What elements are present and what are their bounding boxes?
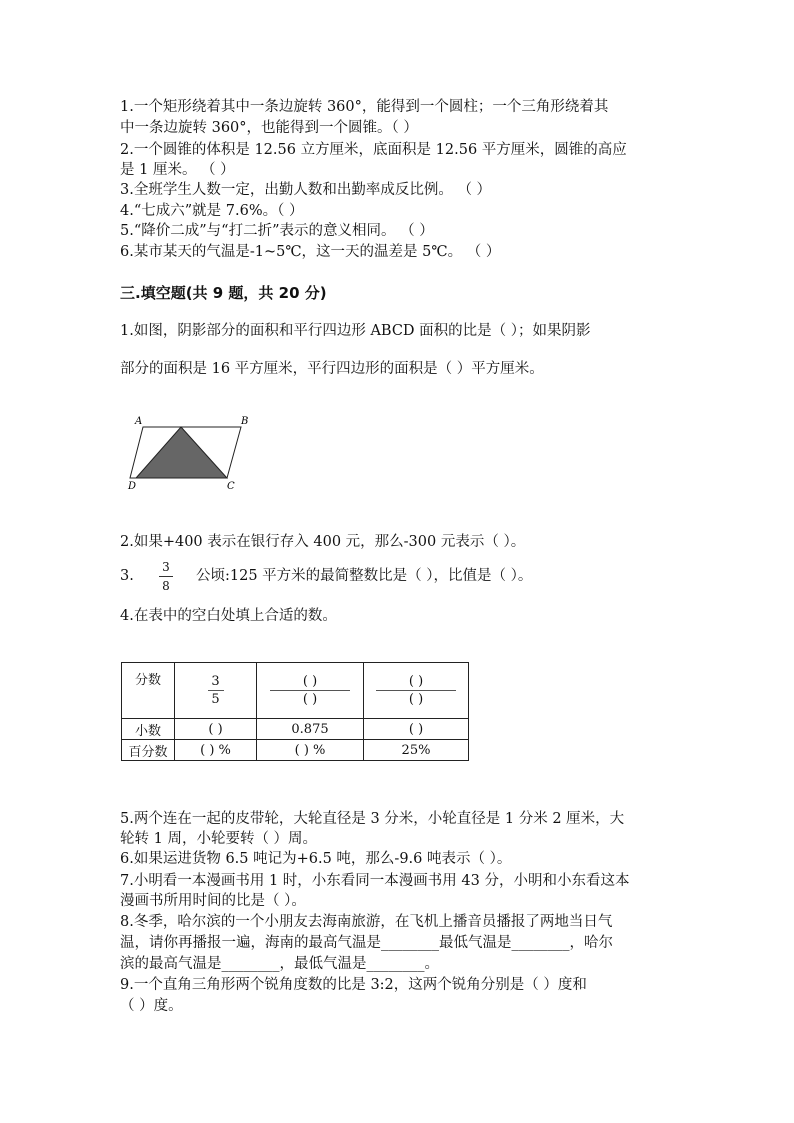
fill-q3-number: 3. [120, 568, 134, 584]
cell-decimal-1: ( ) [175, 719, 257, 740]
judge-q2-line1: 2.一个圆锥的体积是 12.56 立方厘米，底面积是 12.56 平方厘米，圆锥的高应 [120, 142, 627, 158]
cell-percent-1: ( ) % [175, 740, 257, 761]
label-a: A [135, 416, 143, 427]
judge-q1-line2: 中一条边旋转 360°，也能得到一个圆锥。（ ） [120, 120, 418, 136]
fill-q4: 4.在表中的空白处填上合适的数。 [120, 608, 337, 624]
fill-q5-line2: 轮转 1 周，小轮要转（ ）周。 [120, 831, 318, 847]
parallelogram-figure [126, 412, 256, 492]
label-c: C [227, 481, 235, 492]
cell-percent-2: ( ) % [257, 740, 364, 761]
conversion-table [121, 662, 469, 761]
row-label-percent: 百分数 [122, 740, 175, 761]
judge-q2-line2: 是 1 厘米。 （ ） [120, 162, 235, 178]
label-b: B [241, 416, 249, 427]
fill-q8-line1: 8.冬季，哈尔滨的一个小朋友去海南旅游，在飞机上播音员播报了两地当日气 [120, 914, 613, 930]
section-title: 三.填空题(共 9 题，共 20 分) [120, 284, 327, 302]
shaded-triangle [136, 427, 227, 478]
fill-q1-line1: 1.如图，阴影部分的面积和平行四边形 ABCD 面积的比是（ ）；如果阴影 [120, 323, 591, 339]
fill-q9-line2: （ ）度。 [120, 998, 183, 1014]
judge-q6: 6.某市某天的气温是-1~5℃，这一天的温差是 5℃。 （ ） [120, 244, 501, 260]
label-d: D [128, 481, 137, 492]
cell-percent-3: 25% [364, 740, 469, 761]
fill-q5-line1: 5.两个连在一起的皮带轮，大轮直径是 3 分米，小轮直径是 1 分米 2 厘米，大 [120, 811, 625, 827]
fill-q9-line1: 9.一个直角三角形两个锐角度数的比是 3:2，这两个锐角分别是（ ）度和 [120, 977, 587, 993]
cell-fraction-1: $\frac{3}{5}$ [175, 663, 257, 719]
judge-q4: 4.“七成六”就是 7.6%。（ ） [120, 203, 304, 219]
fill-q3-text: 公顷:125 平方米的最简整数比是（ ），比值是（ ）。 [196, 568, 533, 584]
cell-decimal-2: 0.875 [257, 719, 364, 740]
fill-q1-line2: 部分的面积是 16 平方厘米，平行四边形的面积是（ ）平方厘米。 [120, 361, 544, 377]
row-label-fraction: 分数 [122, 663, 175, 719]
judge-q5: 5.“降价二成”与“打二折”表示的意义相同。 （ ） [120, 223, 434, 239]
fill-q7-line1: 7.小明看一本漫画书用 1 时，小东看同一本漫画书用 43 分，小明和小东看这本 [120, 873, 630, 889]
fill-q3-fraction [159, 560, 173, 593]
judge-q1-line1: 1.一个矩形绕着其中一条边旋转 360°，能得到一个圆柱；一个三角形绕着其 [120, 99, 609, 115]
fill-q3-fraction-numerator: 3 [162, 560, 170, 574]
fill-q8-line3: 滨的最高气温是________，最低气温是________。 [120, 956, 439, 972]
cell-fraction-2: ( ) ( ) [257, 663, 364, 719]
fill-q7-line2: 漫画书所用时间的比是（ ）。 [120, 893, 306, 909]
fill-q6: 6.如果运进货物 6.5 吨记为+6.5 吨，那么-9.6 吨表示（ ）。 [120, 851, 512, 867]
fill-q3-fraction-denominator: 8 [162, 579, 170, 593]
fill-q8-line2: 温，请你再播报一遍，海南的最高气温是________最低气温是________，哈尔 [120, 935, 613, 951]
judge-q3: 3.全班学生人数一定，出勤人数和出勤率成反比例。 （ ） [120, 182, 492, 198]
row-label-decimal: 小数 [122, 719, 175, 740]
fill-q2: 2.如果+400 表示在银行存入 400 元，那么-300 元表示（ ）。 [120, 534, 526, 550]
cell-decimal-3: ( ) [364, 719, 469, 740]
cell-fraction-3: ( ) ( ) [364, 663, 469, 719]
